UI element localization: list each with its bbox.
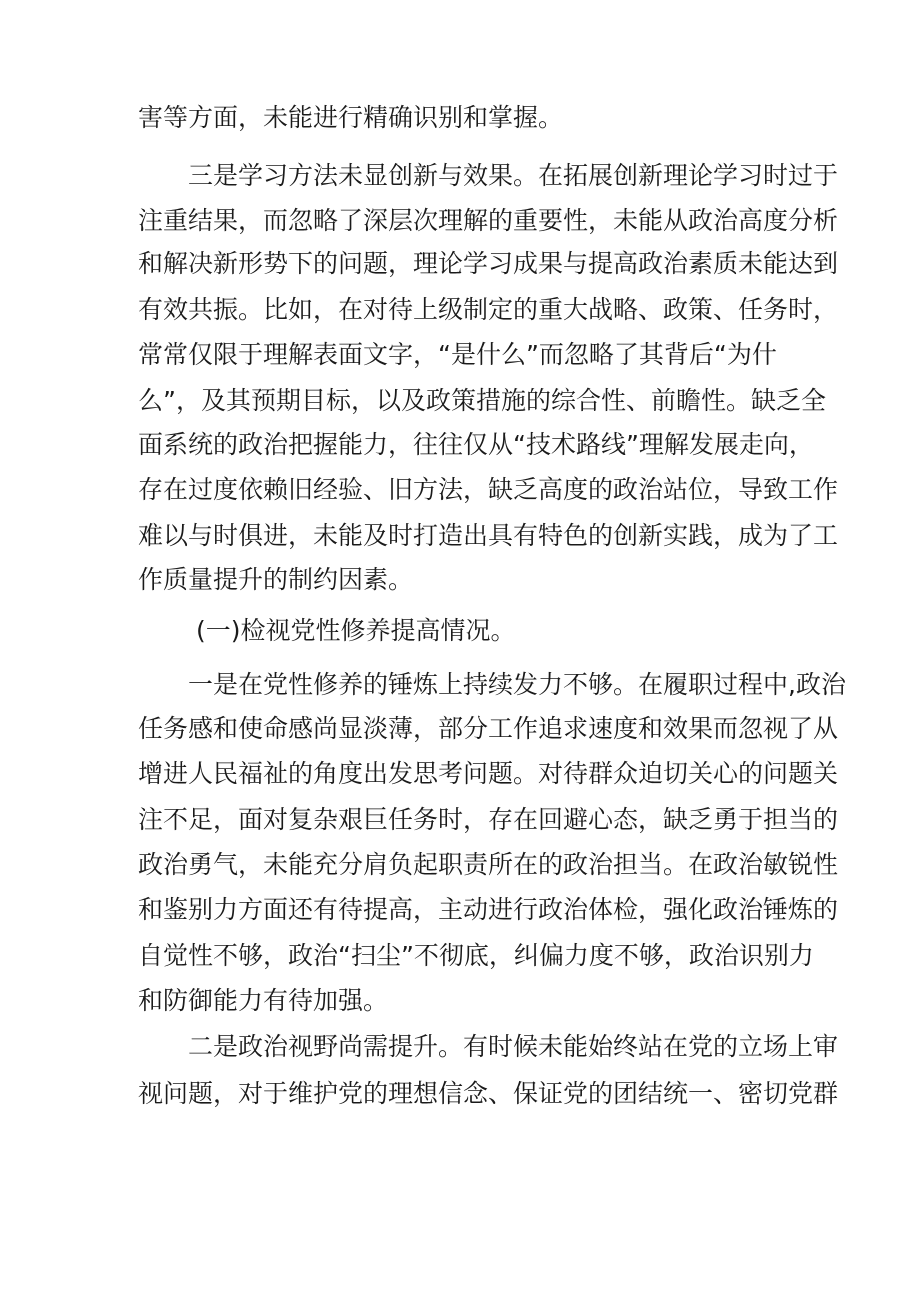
text-line: 面系统的政治把握能力，往往仅从“技术路线”理解发展走向，: [138, 430, 814, 459]
text-line: 任务感和使命感尚显淡薄，部分工作追求速度和效果而忽视了从: [138, 714, 839, 743]
text-line: 自觉性不够，政治“扫尘”不彻底，纠偏力度不够，政治识别力: [138, 941, 814, 970]
text-line: 作质量提升的制约因素。: [138, 565, 414, 594]
text-line: 注重结果，而忽略了深层次理解的重要性，未能从政治高度分析: [138, 206, 839, 235]
text-line: 二是政治视野尚需提升。有时候未能始终站在党的立场上审: [188, 1032, 839, 1061]
text-line: 和解决新形势下的问题，理论学习成果与提高政治素质未能达到: [138, 249, 839, 278]
text-line: 有效共振。比如，在对待上级制定的重大战略、政策、任务时，: [138, 295, 839, 324]
section-heading: (一)检视党性修养提高情况。: [196, 616, 516, 645]
text-line: 难以与时俱进，未能及时打造出具有特色的创新实践，成为了工: [138, 521, 839, 550]
text-line: 三是学习方法未显创新与效果。在拓展创新理论学习时过于: [188, 161, 839, 190]
text-line: 政治勇气，未能充分肩负起职责所在的政治担当。在政治敏锐性: [138, 850, 839, 879]
text-line: 害等方面，未能进行精确识别和掌握。: [138, 103, 564, 132]
text-line: 常常仅限于理解表面文字，“是什么”而忽略了其背后“为什: [138, 340, 777, 369]
text-line: 一是在党性修养的锤炼上持续发力不够。在履职过程中,政治: [188, 670, 846, 699]
text-line: 和鉴别力方面还有待提高，主动进行政治体检，强化政治锤炼的: [138, 895, 839, 924]
text-line: 视问题，对于维护党的理想信念、保证党的团结统一、密切党群: [138, 1079, 839, 1108]
text-line: 么”，及其预期目标，以及政策措施的综合性、前瞻性。缺乏全: [138, 386, 826, 415]
text-line: 和防御能力有待加强。: [138, 986, 389, 1015]
text-line: 注不足，面对复杂艰巨任务时，存在回避心态，缺乏勇于担当的: [138, 805, 839, 834]
text-line: 存在过度依赖旧经验、旧方法，缺乏高度的政治站位，导致工作: [138, 475, 839, 504]
text-line: 增进人民福祉的角度出发思考问题。对待群众迫切关心的问题关: [138, 759, 839, 788]
